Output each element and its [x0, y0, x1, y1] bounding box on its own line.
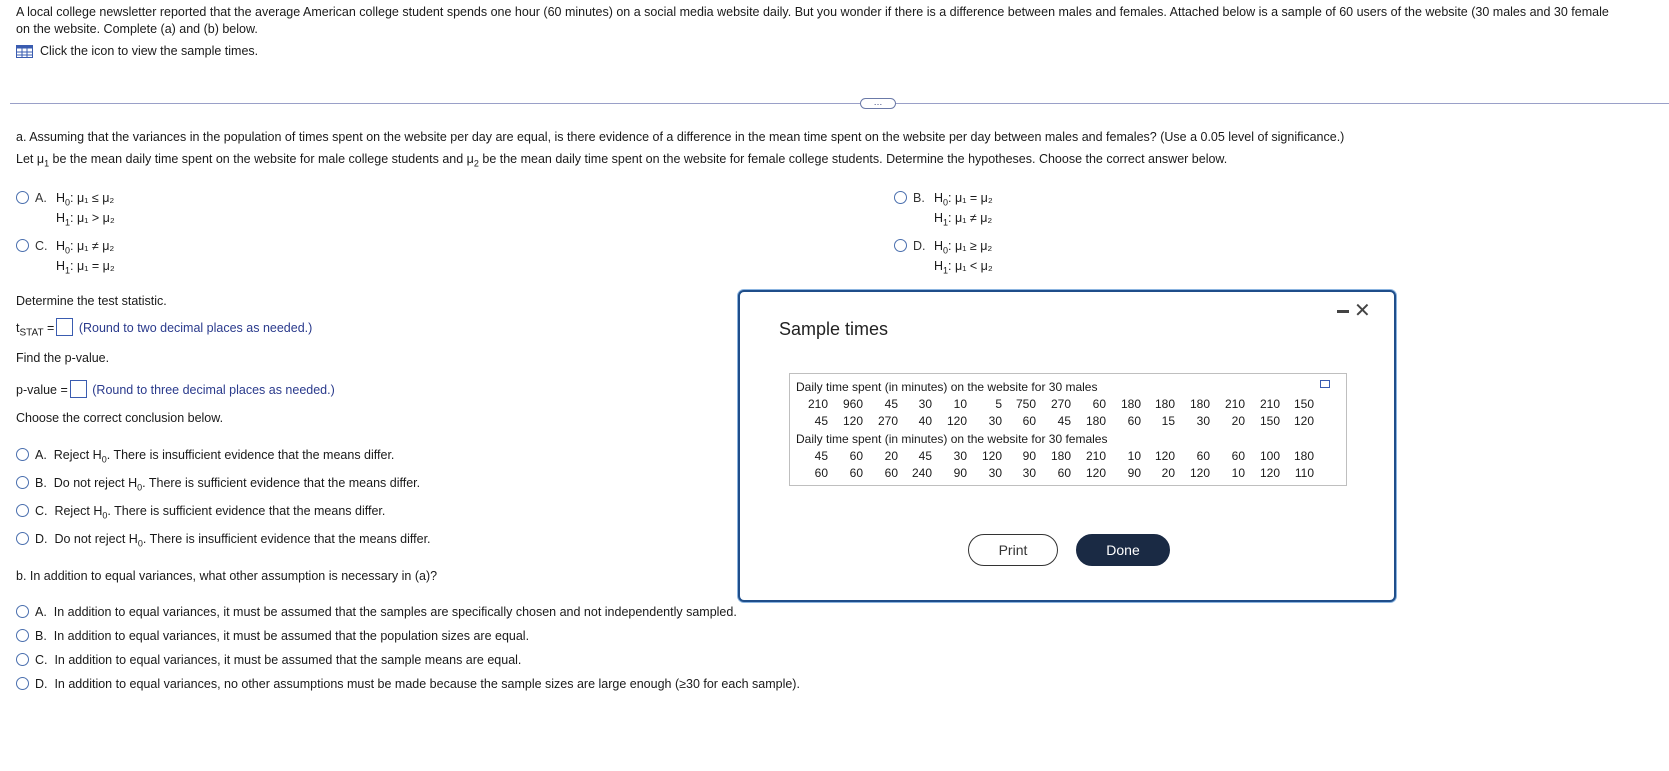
data-cell: 10 [1127, 449, 1141, 463]
radio-button[interactable] [16, 448, 29, 461]
data-cell: 5 [995, 397, 1002, 411]
assumption-option-c[interactable]: C. In addition to equal variances, it must be assumed that the sample means are equal. [16, 653, 521, 667]
males-title: Daily time spent (in minutes) on the website for 30 males [796, 380, 1098, 394]
radio-button[interactable] [16, 239, 29, 252]
females-title: Daily time spent (in minutes) on the website for 30 females [796, 432, 1108, 446]
hypothesis-option-d[interactable]: D. $H_0$: μ₁ ≥ μ₂ $H_1$: μ₁ < μ₂ [894, 239, 926, 253]
data-cell: 180 [1050, 449, 1071, 463]
conclusion-prompt: Choose the correct conclusion below. [16, 411, 224, 425]
table-icon[interactable] [16, 45, 33, 58]
part-a-let-text: Let $\mu_1$ be the mean daily time spent on the website for male college students and $\mu_2$ be the mean daily time spent on the website for female college students. Determine the hypotheses. Choose the correct answer below. [16, 152, 1228, 169]
hypothesis-option-b[interactable]: B. $H_0$: μ₁ = μ₂ $H_1$: μ₁ ≠ μ₂ [894, 191, 925, 205]
data-cell: 120 [842, 414, 863, 428]
data-cell: 270 [1050, 397, 1071, 411]
radio-button[interactable] [16, 191, 29, 204]
assumption-option-b[interactable]: B. In addition to equal variances, it must be assumed that the population sizes are equal. [16, 629, 529, 643]
part-b-question: b. In addition to equal variances, what other assumption is necessary in (a)? [16, 569, 438, 583]
data-cell: 60 [814, 466, 828, 480]
assumption-option-d[interactable]: D. In addition to equal variances, no other assumptions must be made because the sample sizes are large enough (≥30 for each sample). [16, 677, 800, 691]
radio-button[interactable] [16, 629, 29, 642]
data-cell: 60 [849, 466, 863, 480]
data-cell: 180 [1120, 397, 1141, 411]
pvalue-prompt: Find the p-value. [16, 351, 110, 365]
data-cell: 10 [1231, 466, 1245, 480]
data-cell: 20 [884, 449, 898, 463]
copy-icon[interactable] [1320, 380, 1330, 388]
data-cell: 120 [1293, 414, 1314, 428]
radio-button[interactable] [16, 653, 29, 666]
data-cell: 120 [981, 449, 1002, 463]
data-cell: 60 [849, 449, 863, 463]
data-cell: 60 [1057, 466, 1071, 480]
conclusion-option-a[interactable]: A. Reject $H_0$. There is insufficient evidence that the means differ. [16, 448, 394, 465]
data-cell: 240 [911, 466, 932, 480]
sample-times-dialog [738, 290, 1396, 602]
radio-button[interactable] [894, 191, 907, 204]
data-cell: 45 [814, 449, 828, 463]
data-cell: 120 [1154, 449, 1175, 463]
data-link-text: Click the icon to view the sample times. [40, 44, 259, 58]
data-cell: 180 [1154, 397, 1175, 411]
data-cell: 60 [884, 466, 898, 480]
data-cell: 210 [1259, 397, 1280, 411]
data-cell: 960 [842, 397, 863, 411]
data-cell: 60 [1196, 449, 1210, 463]
hypothesis-option-a[interactable]: A. $H_0$: μ₁ ≤ μ₂ $H_1$: μ₁ > μ₂ [16, 191, 47, 205]
data-cell: 210 [1224, 397, 1245, 411]
pvalue-row: p-value = (Round to three decimal places as needed.) [16, 380, 335, 398]
data-cell: 60 [1231, 449, 1245, 463]
radio-button[interactable] [16, 476, 29, 489]
data-cell: 60 [1127, 414, 1141, 428]
data-cell: 40 [918, 414, 932, 428]
data-cell: 30 [988, 466, 1002, 480]
pvalue-input[interactable] [70, 380, 87, 398]
conclusion-option-b[interactable]: B. Do not reject $H_0$. There is sufficient evidence that the means differ. [16, 476, 420, 493]
hypothesis-option-c[interactable]: C. $H_0$: μ₁ ≠ μ₂ $H_1$: μ₁ = μ₂ [16, 239, 48, 253]
data-cell: 270 [877, 414, 898, 428]
data-cell: 120 [1259, 466, 1280, 480]
conclusion-option-c[interactable]: C. Reject $H_0$. There is sufficient evidence that the means differ. [16, 504, 385, 521]
radio-button[interactable] [894, 239, 907, 252]
data-cell: 110 [1294, 466, 1314, 480]
data-cell: 90 [1022, 449, 1036, 463]
data-cell: 180 [1085, 414, 1106, 428]
pvalue-hint: (Round to three decimal places as needed.) [92, 383, 335, 397]
section-divider [10, 103, 1669, 104]
data-cell: 120 [1189, 466, 1210, 480]
data-cell: 20 [1231, 414, 1245, 428]
data-cell: 30 [988, 414, 1002, 428]
problem-intro [16, 4, 1669, 38]
data-cell: 210 [1085, 449, 1106, 463]
radio-button[interactable] [16, 605, 29, 618]
data-cell: 45 [918, 449, 932, 463]
data-cell: 15 [1161, 414, 1175, 428]
data-cell: 750 [1015, 397, 1036, 411]
intro-text: A local college newsletter reported that the average American college student spends one hour (60 minutes) on a social media website daily. But you wonder if there is a difference between males and females. Attached below is a sample of 60 users of the website (30 males and 30 female [16, 5, 1609, 19]
data-link-row[interactable] [16, 44, 258, 58]
assumption-option-a[interactable]: A. In addition to equal variances, it must be assumed that the samples are specifically chosen and not independently sampled. [16, 605, 737, 619]
data-cell: 60 [1092, 397, 1106, 411]
data-cell: 60 [1022, 414, 1036, 428]
sample-data-table [789, 373, 1347, 486]
tstat-row: $t_{STAT}$ = (Round to two decimal places as needed.) [16, 318, 312, 339]
data-cell: 45 [1057, 414, 1071, 428]
part-a-question: a. Assuming that the variances in the population of times spent on the website per day are equal, is there evidence of a difference in the mean time spent on the website per day between males and females? (Use a 0.05 level of significance.) [16, 130, 1345, 144]
data-cell: 100 [1259, 449, 1280, 463]
tstat-hint: (Round to two decimal places as needed.) [78, 321, 313, 335]
intro-text-2: on the website. Complete (a) and (b) below. [16, 22, 258, 36]
minimize-icon[interactable] [1337, 310, 1349, 313]
done-button[interactable]: Done [1076, 534, 1170, 566]
data-cell: 10 [953, 397, 967, 411]
data-cell: 210 [807, 397, 828, 411]
data-cell: 90 [953, 466, 967, 480]
radio-button[interactable] [16, 532, 29, 545]
data-cell: 30 [953, 449, 967, 463]
data-cell: 20 [1161, 466, 1175, 480]
data-cell: 180 [1293, 449, 1314, 463]
data-cell: 180 [1189, 397, 1210, 411]
data-cell: 150 [1259, 414, 1280, 428]
data-cell: 30 [1196, 414, 1210, 428]
data-cell: 45 [884, 397, 898, 411]
data-cell: 45 [814, 414, 828, 428]
print-button[interactable]: Print [968, 534, 1058, 566]
test-stat-prompt: Determine the test statistic. [16, 294, 167, 308]
conclusion-option-d[interactable]: D. Do not reject $H_0$. There is insufficient evidence that the means differ. [16, 532, 431, 549]
dialog-title: Sample times [779, 319, 889, 339]
data-cell: 120 [1085, 466, 1106, 480]
expand-more-button[interactable]: … [860, 98, 896, 109]
tstat-input[interactable] [56, 318, 73, 336]
radio-button[interactable] [16, 504, 29, 517]
data-cell: 90 [1127, 466, 1141, 480]
close-icon[interactable]: ✕ [1354, 300, 1371, 322]
data-cell: 120 [946, 414, 967, 428]
radio-button[interactable] [16, 677, 29, 690]
data-cell: 30 [918, 397, 932, 411]
data-cell: 30 [1022, 466, 1036, 480]
data-cell: 150 [1293, 397, 1314, 411]
